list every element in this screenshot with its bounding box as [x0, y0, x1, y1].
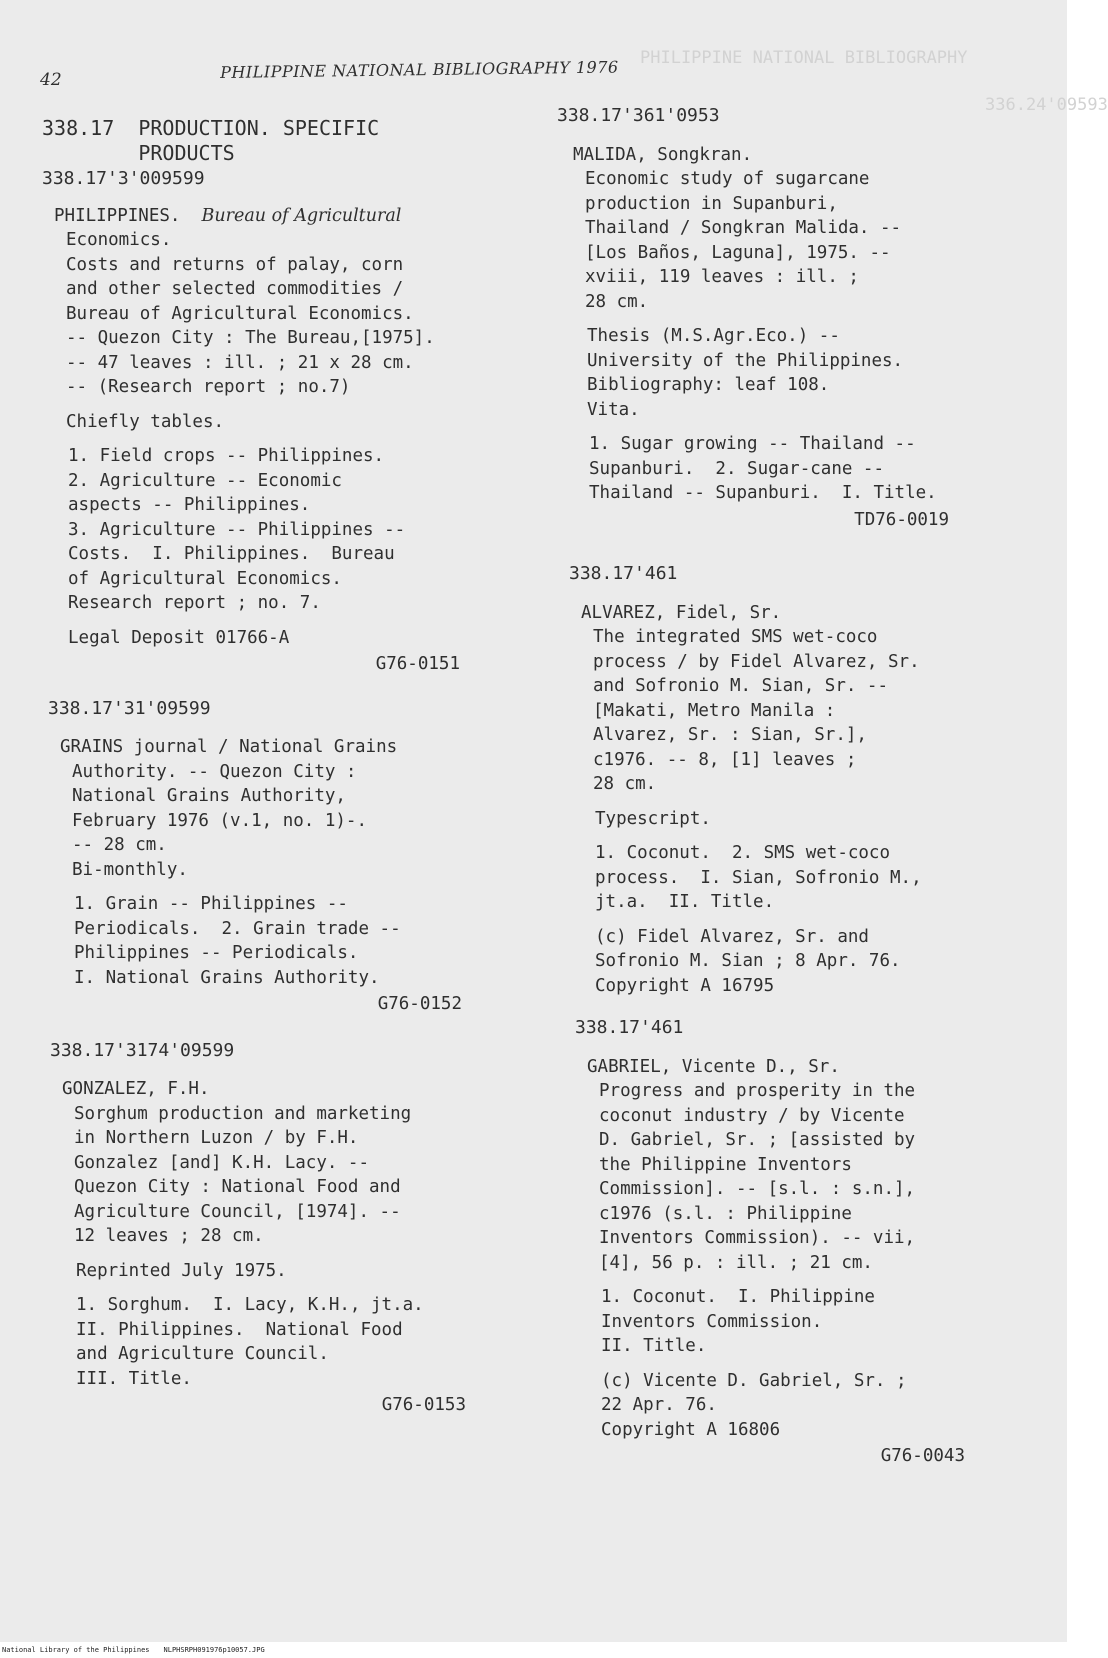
- body-line: February 1976 (v.1, no. 1)-.: [72, 810, 368, 831]
- body-line: -- (Research report ; no.7): [66, 377, 351, 397]
- main-author: PHILIPPINES.: [54, 205, 181, 226]
- catalog-entry: [563, 562, 1003, 998]
- body-line: GONZALEZ, F.H.: [62, 1079, 210, 1099]
- subject-line: 1. Coconut. 2. SMS wet-coco: [595, 843, 891, 863]
- body-line: Commission]. -- [s.l. : s.n.],: [599, 1179, 916, 1199]
- body-line: Gonzalez [and] K.H. Lacy. --: [74, 1152, 370, 1173]
- subject-line: process. I. Sian, Sofronio M.,: [595, 867, 922, 888]
- body-line: coconut industry / by Vicente: [599, 1105, 905, 1126]
- subject-line: and Agriculture Council.: [76, 1344, 329, 1364]
- subject-tracings: [589, 432, 1003, 506]
- legal-deposit: [68, 626, 502, 651]
- classification-number: 338.17'3'009599: [42, 168, 205, 189]
- section-heading: [42, 116, 502, 165]
- subject-line: 3. Agriculture -- Philippines --: [68, 519, 406, 540]
- body-line: GRAINS journal / National Grains: [60, 737, 398, 757]
- catalog-entry: [42, 167, 502, 677]
- subject-line: Inventors Commission.: [601, 1311, 823, 1332]
- body-line: Agriculture Council, [1974]. --: [74, 1201, 401, 1222]
- body-line: and Sofronio M. Sian, Sr. --: [593, 676, 889, 696]
- legal-deposit-line: Legal Deposit 01766-A: [68, 627, 290, 648]
- bibliographic-description: [573, 143, 1003, 315]
- subject-tracings: [595, 841, 1003, 915]
- subject-tracings: [74, 892, 502, 990]
- note-line: Chiefly tables.: [66, 411, 225, 432]
- subject-tracings: [76, 1293, 502, 1391]
- notes: [587, 324, 1003, 422]
- body-line: ALVAREZ, Fidel, Sr.: [581, 602, 782, 623]
- show-through-text: PHILIPPINE NATIONAL BIBLIOGRAPHY: [640, 48, 968, 68]
- subject-line: I. National Grains Authority.: [74, 967, 380, 988]
- subject-line: II. Title.: [601, 1336, 707, 1356]
- body-line: production in Supanburi,: [585, 193, 838, 214]
- body-line: Quezon City : National Food and: [74, 1177, 401, 1197]
- notes: [595, 807, 1003, 832]
- note-line: Reprinted July 1975.: [76, 1260, 287, 1281]
- copyright-line: Sofronio M. Sian ; 8 Apr. 76.: [595, 951, 901, 971]
- classification-number: 338.17'461: [569, 563, 678, 584]
- note-line: Typescript.: [595, 808, 711, 829]
- body-line: 12 leaves ; 28 cm.: [74, 1226, 264, 1246]
- show-through-text: 336.24'09593: [985, 95, 1108, 115]
- bibliographic-description: [60, 735, 502, 882]
- body-line: the Philippine Inventors: [599, 1154, 852, 1175]
- copyright-line: (c) Fidel Alvarez, Sr. and: [595, 926, 869, 947]
- body-line: Bi-monthly.: [72, 859, 188, 880]
- note-line: Bibliography: leaf 108.: [587, 375, 830, 395]
- body-line: 28 cm.: [593, 774, 657, 794]
- catalog-entry: [42, 697, 502, 1017]
- body-line: MALIDA, Songkran.: [573, 144, 753, 165]
- main-entry-line: [54, 204, 502, 229]
- subject-line: Philippines -- Periodicals.: [74, 943, 359, 963]
- section-heading-line: PRODUCTS: [42, 140, 235, 165]
- catalog-entry: [563, 1016, 1003, 1469]
- note-line: Vita.: [587, 399, 640, 420]
- body-line: Thailand / Songkran Malida. --: [585, 218, 902, 238]
- body-line: c1976 (s.l. : Philippine: [599, 1203, 852, 1224]
- subject-line: of Agricultural Economics.: [68, 568, 342, 589]
- subject-line: 1. Sorghum. I. Lacy, K.H., jt.a.: [76, 1295, 424, 1315]
- left-column: [42, 116, 502, 1436]
- body-line: Progress and prosperity in the: [599, 1081, 916, 1101]
- control-number: G76-0151: [375, 654, 460, 674]
- subject-line: Periodicals. 2. Grain trade --: [74, 918, 401, 939]
- subject-tracings: [601, 1285, 1003, 1359]
- bibliographic-description: [587, 1055, 1003, 1276]
- subject-line: Supanburi. 2. Sugar-cane --: [589, 458, 885, 479]
- subject-line: 1. Grain -- Philippines --: [74, 894, 348, 914]
- bibliographic-description: [62, 1077, 502, 1249]
- notes: [76, 1259, 502, 1284]
- body-line: Authority. -- Quezon City :: [72, 761, 357, 782]
- body-line: National Grains Authority,: [72, 786, 346, 806]
- page-number: 42: [40, 70, 62, 90]
- body-line: [4], 56 p. : ill. ; 21 cm.: [599, 1252, 873, 1273]
- footer-filename: NLPHSRPH091976p10057.JPG: [163, 1646, 265, 1654]
- copyright-line: Copyright A 16795: [595, 975, 775, 996]
- classification-number: 338.17'31'09599: [48, 697, 211, 719]
- body-line: -- 28 cm.: [72, 835, 167, 855]
- note-line: Thesis (M.S.Agr.Eco.) --: [587, 326, 840, 346]
- copyright-line: 22 Apr. 76.: [601, 1395, 717, 1415]
- body-line: 28 cm.: [585, 291, 649, 312]
- body-line: Sorghum production and marketing: [74, 1103, 412, 1124]
- subject-line: II. Philippines. National Food: [76, 1319, 403, 1340]
- body-line: Costs and returns of palay, corn: [66, 254, 404, 275]
- subject-line: Thailand -- Supanburi. I. Title.: [589, 483, 937, 503]
- section-heading-line: 338.17 PRODUCTION. SPECIFIC: [42, 116, 380, 140]
- scan-footer: [0, 1642, 1067, 1658]
- subject-line: Costs. I. Philippines. Bureau: [68, 544, 395, 564]
- bibliographic-description: [581, 601, 1003, 797]
- body-line: c1976. -- 8, [1] leaves ;: [593, 749, 857, 770]
- body-line: Bureau of Agricultural Economics.: [66, 303, 414, 324]
- main-author-subdivision: Bureau of Agricultural: [201, 205, 402, 226]
- body-line: xviii, 119 leaves : ill. ;: [585, 267, 859, 287]
- body-line: -- 47 leaves : ill. ; 21 x 28 cm.: [66, 352, 414, 373]
- copyright-line: (c) Vicente D. Gabriel, Sr. ;: [601, 1370, 907, 1391]
- classification-number: 338.17'461: [575, 1017, 684, 1038]
- body-line: Alvarez, Sr. : Sian, Sr.],: [593, 725, 867, 745]
- body-line: in Northern Luzon / by F.H.: [74, 1128, 359, 1148]
- control-number: G76-0153: [381, 1395, 466, 1415]
- body-line: and other selected commodities /: [66, 279, 404, 299]
- body-line: The integrated SMS wet-coco: [593, 627, 878, 647]
- body-line: [Makati, Metro Manila :: [593, 700, 836, 721]
- notes: [66, 410, 502, 435]
- subject-line: III. Title.: [76, 1368, 192, 1389]
- body-line: -- Quezon City : The Bureau,[1975].: [66, 328, 435, 348]
- subject-line: 1. Sugar growing -- Thailand --: [589, 434, 916, 454]
- classification-number: 338.17'3174'09599: [50, 1039, 235, 1061]
- subject-line: 1. Coconut. I. Philippine: [601, 1287, 875, 1307]
- copyright-statement: [595, 925, 1003, 999]
- footer-library: National Library of the Philippines: [2, 1646, 150, 1654]
- body-line: GABRIEL, Vicente D., Sr.: [587, 1056, 840, 1077]
- note-line: University of the Philippines.: [587, 350, 904, 371]
- bibliographic-description: [54, 204, 502, 400]
- body-line: Economics.: [66, 230, 172, 250]
- subject-line: Research report ; no. 7.: [68, 593, 321, 613]
- right-column: [557, 104, 1003, 1487]
- subject-tracings: [68, 444, 502, 616]
- body-line: process / by Fidel Alvarez, Sr.: [593, 651, 920, 672]
- body-line: Inventors Commission). -- vii,: [599, 1228, 916, 1248]
- control-number: G76-0043: [880, 1446, 965, 1466]
- control-number: G76-0152: [377, 994, 462, 1014]
- classification-number: 338.17'361'0953: [557, 105, 720, 126]
- subject-line: jt.a. II. Title.: [595, 892, 775, 912]
- body-line: [Los Baños, Laguna], 1975. --: [585, 242, 891, 263]
- copyright-statement: [601, 1369, 1003, 1443]
- subject-line: aspects -- Philippines.: [68, 495, 311, 515]
- page-title: PHILIPPINE NATIONAL BIBLIOGRAPHY 1976: [220, 57, 619, 82]
- subject-line: 1. Field crops -- Philippines.: [68, 446, 385, 466]
- body-line: D. Gabriel, Sr. ; [assisted by: [599, 1130, 916, 1150]
- copyright-line: Copyright A 16806: [601, 1419, 781, 1440]
- body-line: Economic study of sugarcane: [585, 169, 870, 189]
- subject-line: 2. Agriculture -- Economic: [68, 470, 342, 491]
- catalog-entry: [557, 104, 1003, 532]
- catalog-entry: [42, 1039, 502, 1418]
- control-number: TD76-0019: [854, 509, 949, 530]
